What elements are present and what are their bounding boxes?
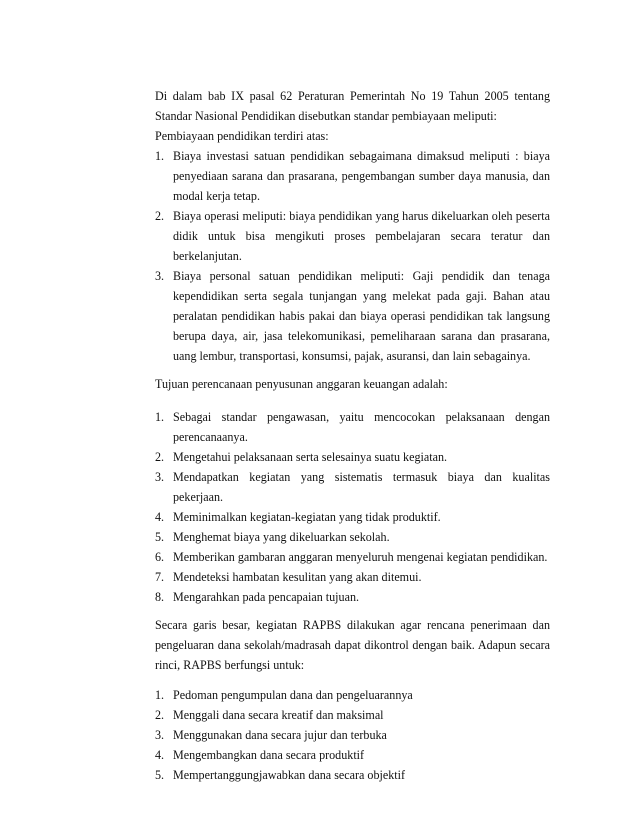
list-number: 4. [155, 748, 165, 762]
list-item-text: Menggali dana secara kreatif dan maksimal [173, 708, 384, 722]
list-number: 1. [155, 149, 165, 163]
list-number: 3. [155, 269, 165, 283]
list-item-text: Pedoman pengumpulan dana dan pengeluarannya [173, 688, 413, 702]
list-item-text: Sebagai standar pengawasan, yaitu mencocokan pelaksanaan dengan perencanaanya. [173, 410, 550, 444]
list-item-text: Menggunakan dana secara jujur dan terbuka [173, 728, 387, 742]
list-item [155, 146, 550, 206]
list-item-text: Mempertanggungjawabkan dana secara objektif [173, 768, 406, 782]
list-item-text: Memberikan gambaran anggaran menyeluruh mengenai kegiatan pendidikan. [173, 550, 548, 564]
tujuan-list [155, 407, 550, 607]
list-item [155, 705, 550, 725]
list-item [155, 587, 550, 607]
list-item [155, 725, 550, 745]
list-item [155, 685, 550, 705]
rapbs-paragraph: Secara garis besar, kegiatan RAPBS dilakukan agar rencana penerimaan dan pengeluaran dana sekolah/madrasah dapat dikontrol dengan baik. Adapun secara rinci, RAPBS berfungsi untuk: [155, 618, 550, 672]
list-item-text: Mendapatkan kegiatan yang sistematis termasuk biaya dan kualitas pekerjaan. [173, 470, 550, 504]
list-number: 2. [155, 450, 165, 464]
list-number: 2. [155, 209, 165, 223]
list-number: 8. [155, 590, 165, 604]
list-number: 3. [155, 470, 165, 484]
list-number: 7. [155, 570, 165, 584]
list-item [155, 407, 550, 447]
list-number: 1. [155, 688, 165, 702]
rapbs-list [155, 685, 550, 785]
list-item [155, 447, 550, 467]
list-item [155, 206, 550, 266]
list-number: 2. [155, 708, 165, 722]
list-number: 1. [155, 410, 165, 424]
list-item-text: Mengembangkan dana secara produktif [173, 748, 365, 762]
intro-lead: Pembiayaan pendidikan terdiri atas: [155, 129, 329, 143]
list-item-text: Mendeteksi hambatan kesulitan yang akan ditemui. [173, 570, 422, 584]
list-item [155, 507, 550, 527]
list-item-text: Mengetahui pelaksanaan serta selesainya suatu kegiatan. [173, 450, 448, 464]
list-number: 5. [155, 530, 165, 544]
biaya-list [155, 146, 550, 366]
list-number: 6. [155, 550, 165, 564]
list-item [155, 266, 550, 366]
list-number: 4. [155, 510, 165, 524]
list-item [155, 527, 550, 547]
list-item [155, 467, 550, 507]
intro-paragraph: Di dalam bab IX pasal 62 Peraturan Pemerintah No 19 Tahun 2005 tentang Standar Nasional Pendidikan disebutkan standar pembiayaan meliputi: [155, 89, 550, 123]
list-item-text: Biaya investasi satuan pendidikan sebagaimana dimaksud meliputi : biaya penyediaan sarana dan prasarana, pengembangan sumber daya manusia, dan modal kerja tetap. [173, 149, 550, 203]
list-item-text: Menghemat biaya yang dikeluarkan sekolah. [173, 530, 390, 544]
list-number: 3. [155, 728, 165, 742]
list-item-text: Biaya operasi meliputi: biaya pendidikan yang harus dikeluarkan oleh peserta didik untuk bisa mengikuti proses pembelajaran secara teratur dan berkelanjutan. [173, 209, 550, 263]
list-item [155, 547, 550, 567]
list-number: 5. [155, 768, 165, 782]
list-item [155, 567, 550, 587]
tujuan-heading: Tujuan perencanaan penyusunan anggaran keuangan adalah: [155, 377, 448, 391]
list-item-text: Mengarahkan pada pencapaian tujuan. [173, 590, 360, 604]
list-item-text: Biaya personal satuan pendidikan meliputi: Gaji pendidik dan tenaga kependidikan serta segala tunjangan yang melekat pada gaji. Bahan atau peralatan pendidikan habis pakai dan biaya operasi pendidikan tak langsung berupa daya, air, jasa telekomunikasi, pemeliharaan sarana dan prasarana, uang lembur, transportasi, konsumsi, pajak, asuransi, dan lain sebagainya. [173, 269, 550, 363]
list-item [155, 745, 550, 765]
list-item [155, 765, 550, 785]
list-item-text: Meminimalkan kegiatan-kegiatan yang tidak produktif. [173, 510, 441, 524]
